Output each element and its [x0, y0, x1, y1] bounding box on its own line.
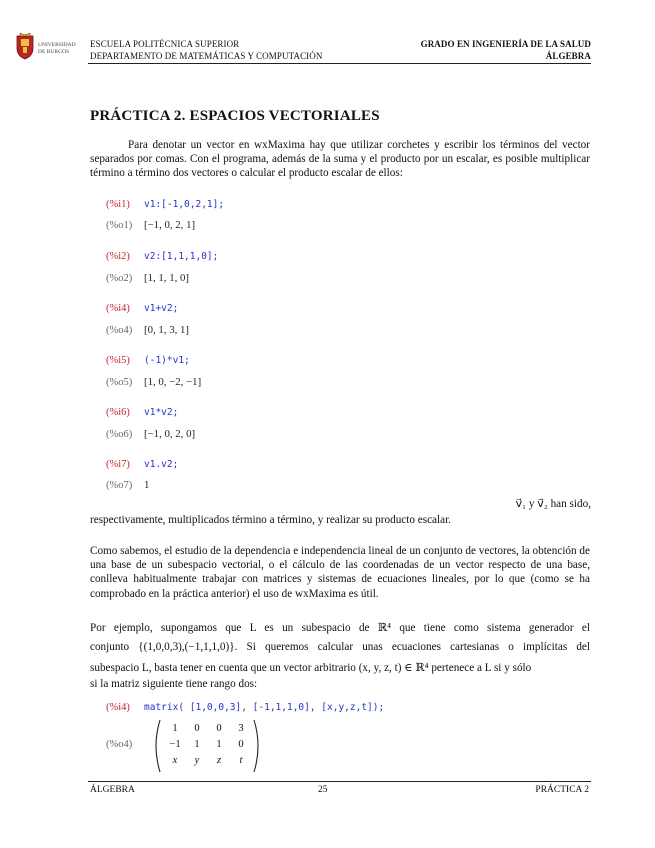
session-output-1	[106, 215, 195, 229]
session-input-2	[106, 246, 218, 260]
degree-name: GRADO EN INGENIERÍA DE LA SALUD	[420, 39, 591, 49]
matrix-cell: −1	[169, 738, 181, 750]
session-input-6	[106, 454, 178, 468]
input-label: (%i4)	[106, 702, 130, 713]
input-code: matrix( [1,0,0,3], [-1,1,1,0], [x,y,z,t]);	[144, 702, 385, 713]
matrix-cell: x	[172, 754, 178, 766]
page-title: PRÁCTICA 2. ESPACIOS VECTORIALES	[90, 108, 380, 124]
input-code: (-1)*v1;	[144, 355, 190, 366]
matrix-cell: 0	[216, 722, 222, 734]
footer-rule	[88, 781, 591, 782]
institution-name: UNIVERSIDAD DE BURGOS	[38, 42, 76, 55]
session-input-1	[106, 194, 224, 208]
output-label: (%o1)	[106, 220, 133, 231]
matrix-cell: z	[216, 754, 222, 766]
intro-paragraph: Para denotar un vector en wxMaxima hay que utilizar corchetes y escribir los términos del vector separados por comas. Con el programa, además de la suma y el producto por un escalar, es posible multiplicar término a término dos vectores o calcular el producto escalar de ellos:	[90, 139, 590, 180]
input-label: (%i6)	[106, 407, 130, 418]
session-input-4	[106, 350, 190, 364]
right-parenthesis	[252, 718, 264, 774]
output-value: [−1, 0, 2, 0]	[144, 428, 196, 440]
matrix-cell: 1	[172, 722, 178, 734]
output-value: 1	[144, 479, 150, 491]
input-label: (%i4)	[106, 303, 130, 314]
matrix-cell: 1	[216, 738, 222, 750]
paragraph-example-line-2: conjunto {(1,0,0,3),(−1,1,1,0)}. Si queremos calcular unas ecuaciones cartesianas o implícitas del	[90, 641, 590, 653]
paragraph-linear-algebra: Como sabemos, el estudio de la dependencia e independencia lineal de un conjunto de vectores, la obtención de una base de un subespacio vectorial, o el cálculo de las coordenadas de un vector respecto de una base, conlleva habitualmente trabajar con matrices y sistemas de ecuaciones lineales, por lo que (como se ha comprobado en la práctica anterior) el uso de wxMaxima es útil.	[90, 545, 590, 600]
school-name: ESCUELA POLITÉCNICA SUPERIOR	[90, 39, 240, 49]
session-output-2	[106, 268, 189, 282]
session-output-4	[106, 372, 201, 386]
output-label: (%o4)	[106, 325, 133, 336]
output-value: [−1, 0, 2, 1]	[144, 219, 196, 231]
header-rule	[88, 63, 591, 64]
output-label: (%o2)	[106, 273, 133, 284]
matrix-cell: t	[239, 754, 243, 766]
matrix-cell: 3	[238, 722, 244, 734]
matrix-table	[164, 720, 252, 768]
matrix-output-label: (%o4)	[106, 739, 133, 750]
output-label: (%o5)	[106, 377, 133, 388]
page-number: 25	[318, 785, 328, 795]
matrix-cell: 0	[238, 738, 244, 750]
matrix-input	[106, 697, 384, 711]
subject-name: ÁLGEBRA	[545, 51, 591, 61]
output-label: (%o6)	[106, 429, 133, 440]
footer-subject: ÁLGEBRA	[90, 785, 135, 795]
matrix-row	[164, 720, 252, 736]
session-output-5	[106, 424, 195, 438]
input-label: (%i5)	[106, 355, 130, 366]
matrix-row	[164, 752, 252, 768]
input-code: v1.v2;	[144, 459, 179, 470]
department-name: DEPARTAMENTO DE MATEMÁTICAS Y COMPUTACIÓN	[90, 51, 323, 61]
input-label: (%i7)	[106, 459, 130, 470]
footer-practice: PRÁCTICA 2	[535, 785, 589, 795]
input-code: v1*v2;	[144, 407, 179, 418]
output-value: [1, 1, 1, 0]	[144, 272, 189, 284]
output-label: (%o7)	[106, 480, 133, 491]
matrix-cell: 0	[194, 722, 200, 734]
paragraph-example-line-4: si la matriz siguiente tiene rango dos:	[90, 678, 258, 690]
university-crest-icon	[14, 32, 36, 60]
input-code: v2:[1,1,1,0];	[144, 251, 219, 262]
matrix-row	[164, 736, 252, 752]
result-line-fragment: v⃗₁ y v⃗₂ han sido,	[515, 498, 591, 510]
output-value: [0, 1, 3, 1]	[144, 324, 189, 336]
output-value: [1, 0, −2, −1]	[144, 376, 202, 388]
session-output-3	[106, 320, 189, 334]
session-input-3	[106, 298, 178, 312]
paragraph-example-line-3: subespacio L, basta tener en cuenta que un vector arbitrario (x, y, z, t) ∈ ℝ⁴ pertenece a L si y sólo	[90, 662, 532, 674]
input-code: v1:[-1,0,2,1];	[144, 199, 225, 210]
left-parenthesis	[150, 718, 162, 774]
session-input-5	[106, 402, 178, 416]
input-code: v1+v2;	[144, 303, 179, 314]
input-label: (%i2)	[106, 251, 130, 262]
session-output-6	[106, 475, 149, 489]
matrix-cell: y	[194, 754, 200, 766]
result-line: respectivamente, multiplicados término a término, y realizar su producto escalar.	[90, 514, 451, 526]
matrix-cell: 1	[194, 738, 200, 750]
matrix-output	[150, 718, 260, 772]
input-label: (%i1)	[106, 199, 130, 210]
paragraph-example-line-1: Por ejemplo, supongamos que L es un subespacio de ℝ⁴ que tiene como sistema generador el	[90, 622, 590, 634]
